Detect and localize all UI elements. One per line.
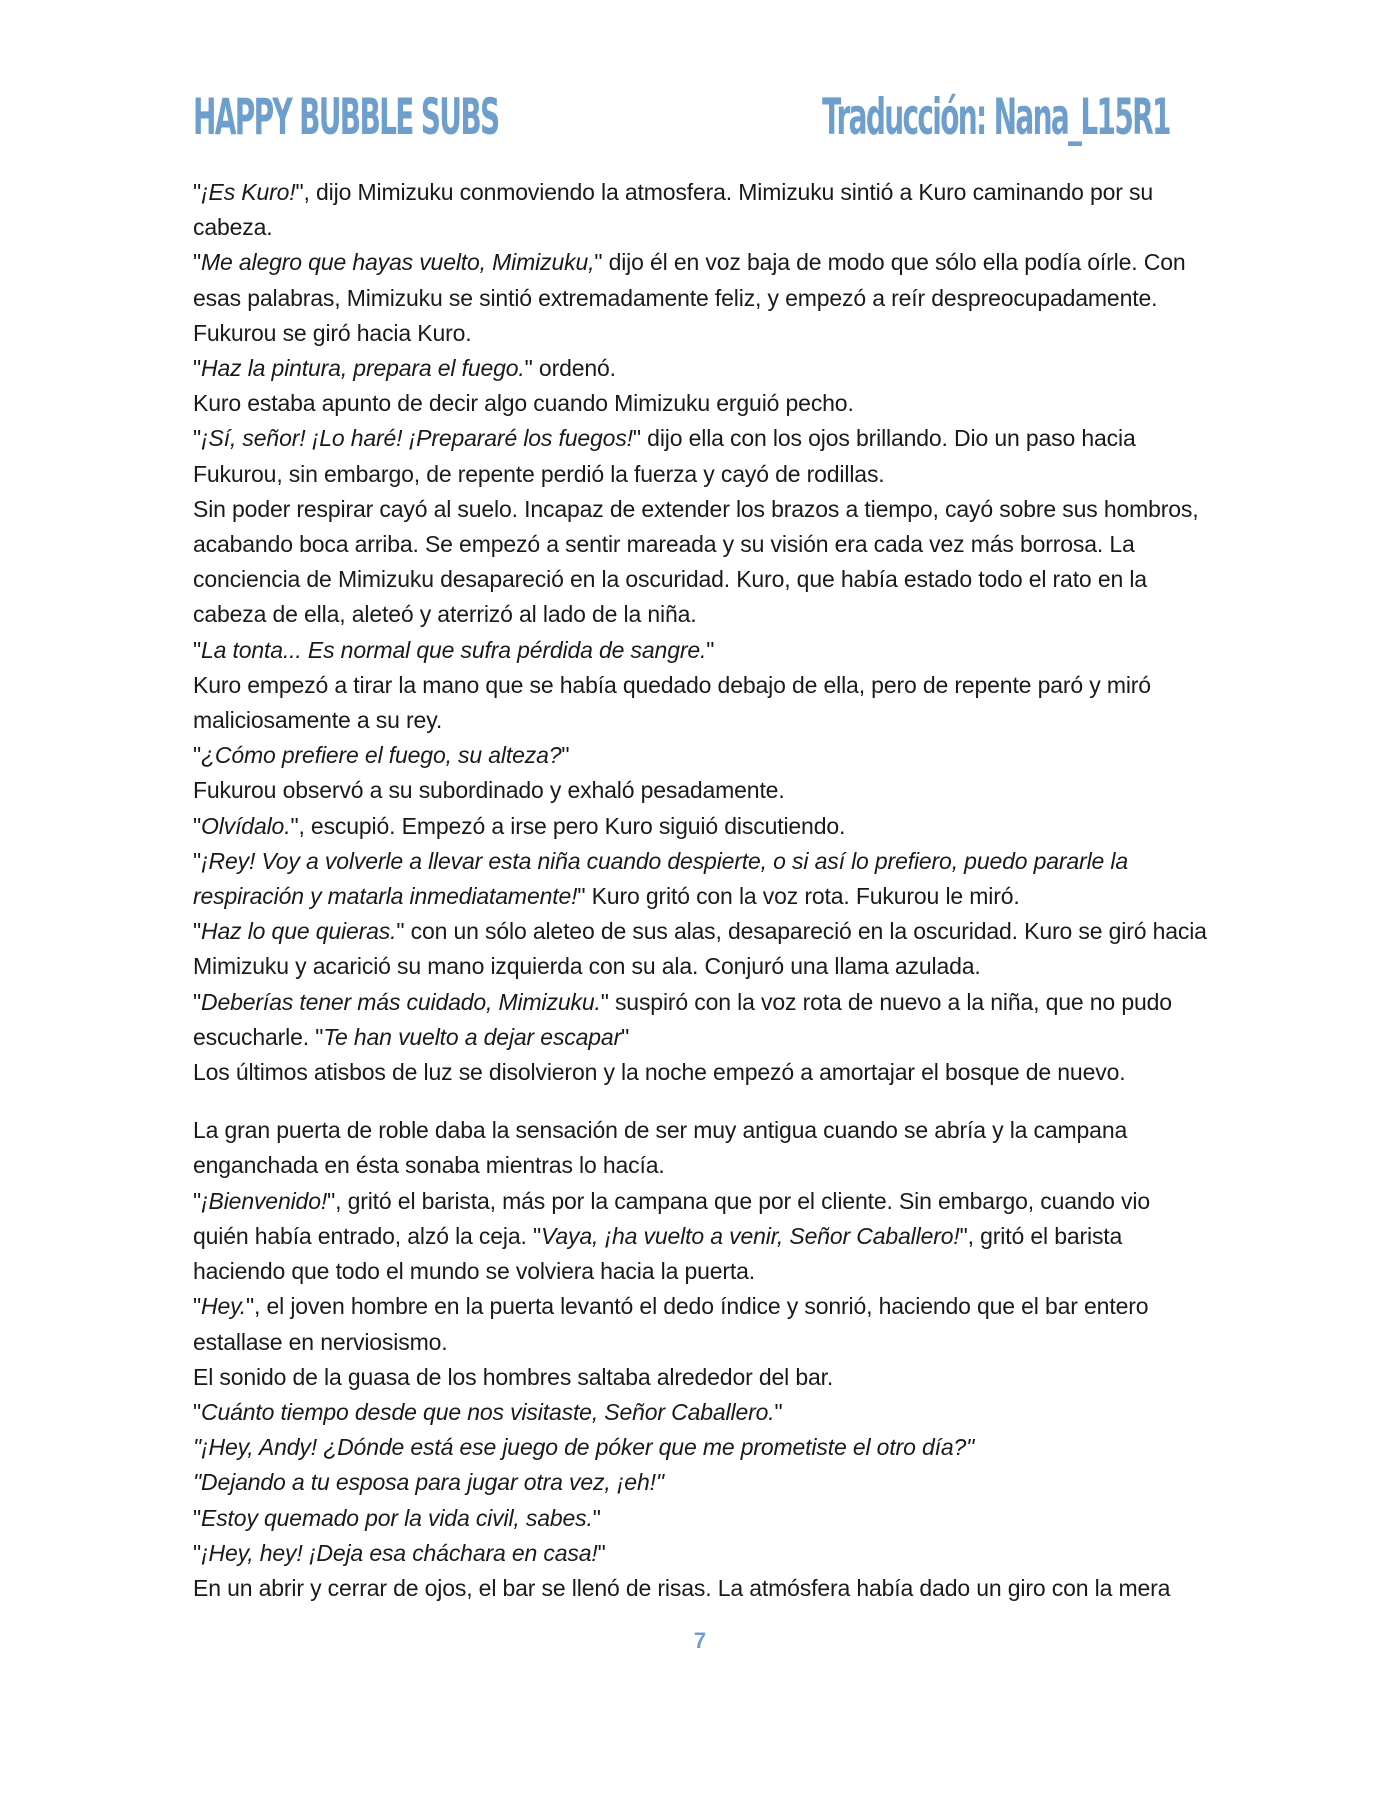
text-run: " dijo él en voz baja de modo que sólo ella podía oírle. Con esas palabras, Mimizuku se sintió extremadamente feliz, y empezó a reír despreocupadamente. xyxy=(193,249,1186,311)
text-run: Kuro empezó a tirar la mano que se había quedado debajo de ella, pero de repente paró y miró maliciosamente a su rey. xyxy=(193,671,1151,734)
text-run: " xyxy=(193,742,202,769)
paragraph xyxy=(193,1289,1208,1359)
italic-run: ¡Bienvenido! xyxy=(201,1187,328,1214)
italic-run: Haz lo que quieras. xyxy=(201,918,397,945)
paragraph xyxy=(193,633,1208,668)
text-run: En un abrir y cerrar de ojos, el bar se llenó de risas. La atmósfera había dado un giro con la mera xyxy=(193,1574,1171,1601)
italic-run: Olvídalo. xyxy=(201,812,291,839)
paragraph xyxy=(193,738,1208,773)
paragraph xyxy=(193,1465,1208,1500)
paragraph xyxy=(193,1571,1208,1606)
paragraph xyxy=(193,386,1208,421)
text-run: " dijo ella con los ojos brillando. Dio un paso hacia Fukurou, sin embargo, de repente perdió la fuerza y cayó de rodillas. xyxy=(193,425,1136,487)
paragraph xyxy=(193,1430,1208,1465)
text-run: ", gritó el barista haciendo que todo el mundo se volviera hacia la puerta. xyxy=(193,1222,1123,1285)
document-body xyxy=(193,175,1208,1606)
text-run: " xyxy=(193,636,202,663)
translator-credit: Traducción: Nana_L15R1 xyxy=(822,88,1170,146)
text-run: ", dijo Mimizuku conmoviendo la atmosfera. Mimizuku sintió a Kuro caminando por su cabeza. xyxy=(193,179,1153,241)
italic-run: Haz la pintura, prepara el fuego. xyxy=(201,355,525,382)
paragraph xyxy=(193,1184,1208,1290)
paragraph xyxy=(193,1055,1208,1090)
text-run: ", el joven hombre en la puerta levantó el dedo índice y sonrió, haciendo que el bar entero estallase en nerviosismo. xyxy=(193,1293,1149,1355)
paragraph xyxy=(193,668,1208,738)
italic-run: "Dejando a tu esposa para jugar otra vez, ¡eh!" xyxy=(193,1469,664,1496)
text-run: Fukurou observó a su subordinado y exhaló pesadamente. xyxy=(193,777,785,804)
text-run: El sonido de la guasa de los hombres saltaba alrededor del bar. xyxy=(193,1363,834,1390)
paragraph xyxy=(193,245,1208,315)
italic-run: Te han vuelto a dejar escapar xyxy=(323,1023,622,1050)
text-run: " xyxy=(193,812,202,839)
paragraph xyxy=(193,1501,1208,1536)
paragraph xyxy=(193,351,1208,386)
paragraph xyxy=(193,1360,1208,1395)
italic-run: Estoy quemado por la vida civil, sabes. xyxy=(201,1504,593,1531)
text-run: " xyxy=(193,1539,202,1566)
paragraph xyxy=(193,1113,1208,1183)
italic-run: Vaya, ¡ha vuelto a venir, Señor Caballero! xyxy=(541,1222,960,1249)
text-run: " xyxy=(193,1293,202,1320)
italic-run: ¡Rey! Voy a volverle a llevar esta niña cuando despierte, o si así lo prefiero, puedo pararle la respiración y matarla inmediatamente! xyxy=(193,847,1129,910)
text-run: ", escupió. Empezó a irse pero Kuro siguió discutiendo. xyxy=(290,812,846,839)
text-run: Kuro estaba apunto de decir algo cuando Mimizuku erguió pecho. xyxy=(193,390,854,417)
italic-run: ¡Hey, hey! ¡Deja esa cháchara en casa! xyxy=(201,1539,598,1566)
text-run: " xyxy=(193,918,202,945)
paragraph xyxy=(193,1395,1208,1430)
paragraph xyxy=(193,421,1208,491)
text-run: " suspiró con la voz rota de nuevo a la niña, que no pudo escucharle. " xyxy=(193,988,1172,1050)
text-run: " xyxy=(561,742,570,769)
text-run: " ordenó. xyxy=(524,355,616,382)
text-run: " con un sólo aleteo de sus alas, desapareció en la oscuridad. Kuro se giró hacia Mimizuku y acarició su mano izquierda con su ala. Conjuró una llama azulada. xyxy=(193,918,1207,980)
group-name: HAPPY BUBBLE SUBS xyxy=(193,88,499,146)
page-number: 7 xyxy=(693,1628,707,1653)
paragraph xyxy=(193,316,1208,351)
text-run: La gran puerta de roble daba la sensación de ser muy antigua cuando se abría y la campana enganchada en ésta sonaba mientras lo hacía. xyxy=(193,1117,1128,1179)
italic-run: La tonta... Es normal que sufra pérdida de sangre. xyxy=(201,636,707,663)
text-run: " xyxy=(193,847,202,874)
page-header xyxy=(193,84,1170,154)
paragraph xyxy=(193,914,1208,984)
text-run: " xyxy=(621,1023,630,1050)
italic-run: "¡Hey, Andy! ¿Dónde está ese juego de póker que me prometiste el otro día?" xyxy=(193,1434,975,1461)
paragraph xyxy=(193,809,1208,844)
text-run: " xyxy=(193,1398,202,1425)
paragraph xyxy=(193,773,1208,808)
text-run: " xyxy=(193,988,202,1015)
text-run: " xyxy=(193,179,202,205)
text-run: Los últimos atisbos de luz se disolvieron y la noche empezó a amortajar el bosque de nuevo. xyxy=(193,1059,1126,1086)
italic-run: ¿Cómo prefiere el fuego, su alteza? xyxy=(201,742,562,769)
italic-run: Cuánto tiempo desde que nos visitaste, Señor Caballero. xyxy=(201,1398,775,1425)
text-run: " Kuro gritó con la voz rota. Fukurou le miró. xyxy=(577,883,1020,910)
text-run: Sin poder respirar cayó al suelo. Incapaz de extender los brazos a tiempo, cayó sobre sus hombros, acabando boca arriba. Se empezó a sentir mareada y su visión era cada vez más borrosa. La conciencia de Mimizuku desapareció en la oscuridad. Kuro, que había estado todo el rato en la cabeza de ella, aleteó y aterrizó al lado de la niña. xyxy=(193,495,1199,628)
paragraph xyxy=(193,844,1208,914)
text-run: " xyxy=(193,1187,202,1214)
text-run: " xyxy=(193,1504,202,1531)
text-run: Fukurou se giró hacia Kuro. xyxy=(193,319,472,346)
paragraph xyxy=(193,492,1208,633)
paragraph xyxy=(193,175,1208,245)
text-run: " xyxy=(592,1504,601,1531)
text-run: " xyxy=(193,355,202,382)
italic-run: ¡Sí, señor! ¡Lo haré! ¡Prepararé los fuegos! xyxy=(201,425,633,452)
italic-run: Hey. xyxy=(201,1293,247,1320)
paragraph xyxy=(193,1536,1208,1571)
italic-run: Deberías tener más cuidado, Mimizuku. xyxy=(201,988,601,1015)
italic-run: ¡Es Kuro! xyxy=(201,179,296,205)
paragraph xyxy=(193,985,1208,1055)
italic-run: Me alegro que hayas vuelto, Mimizuku, xyxy=(201,249,595,276)
text-run: ", gritó el barista, más por la campana que por el cliente. Sin embargo, cuando vio quién había entrado, alzó la ceja. " xyxy=(193,1187,1150,1249)
text-run: " xyxy=(706,636,715,663)
text-run: " xyxy=(597,1539,606,1566)
text-run: " xyxy=(193,249,202,276)
text-run: " xyxy=(774,1398,783,1425)
text-run: " xyxy=(193,425,202,452)
